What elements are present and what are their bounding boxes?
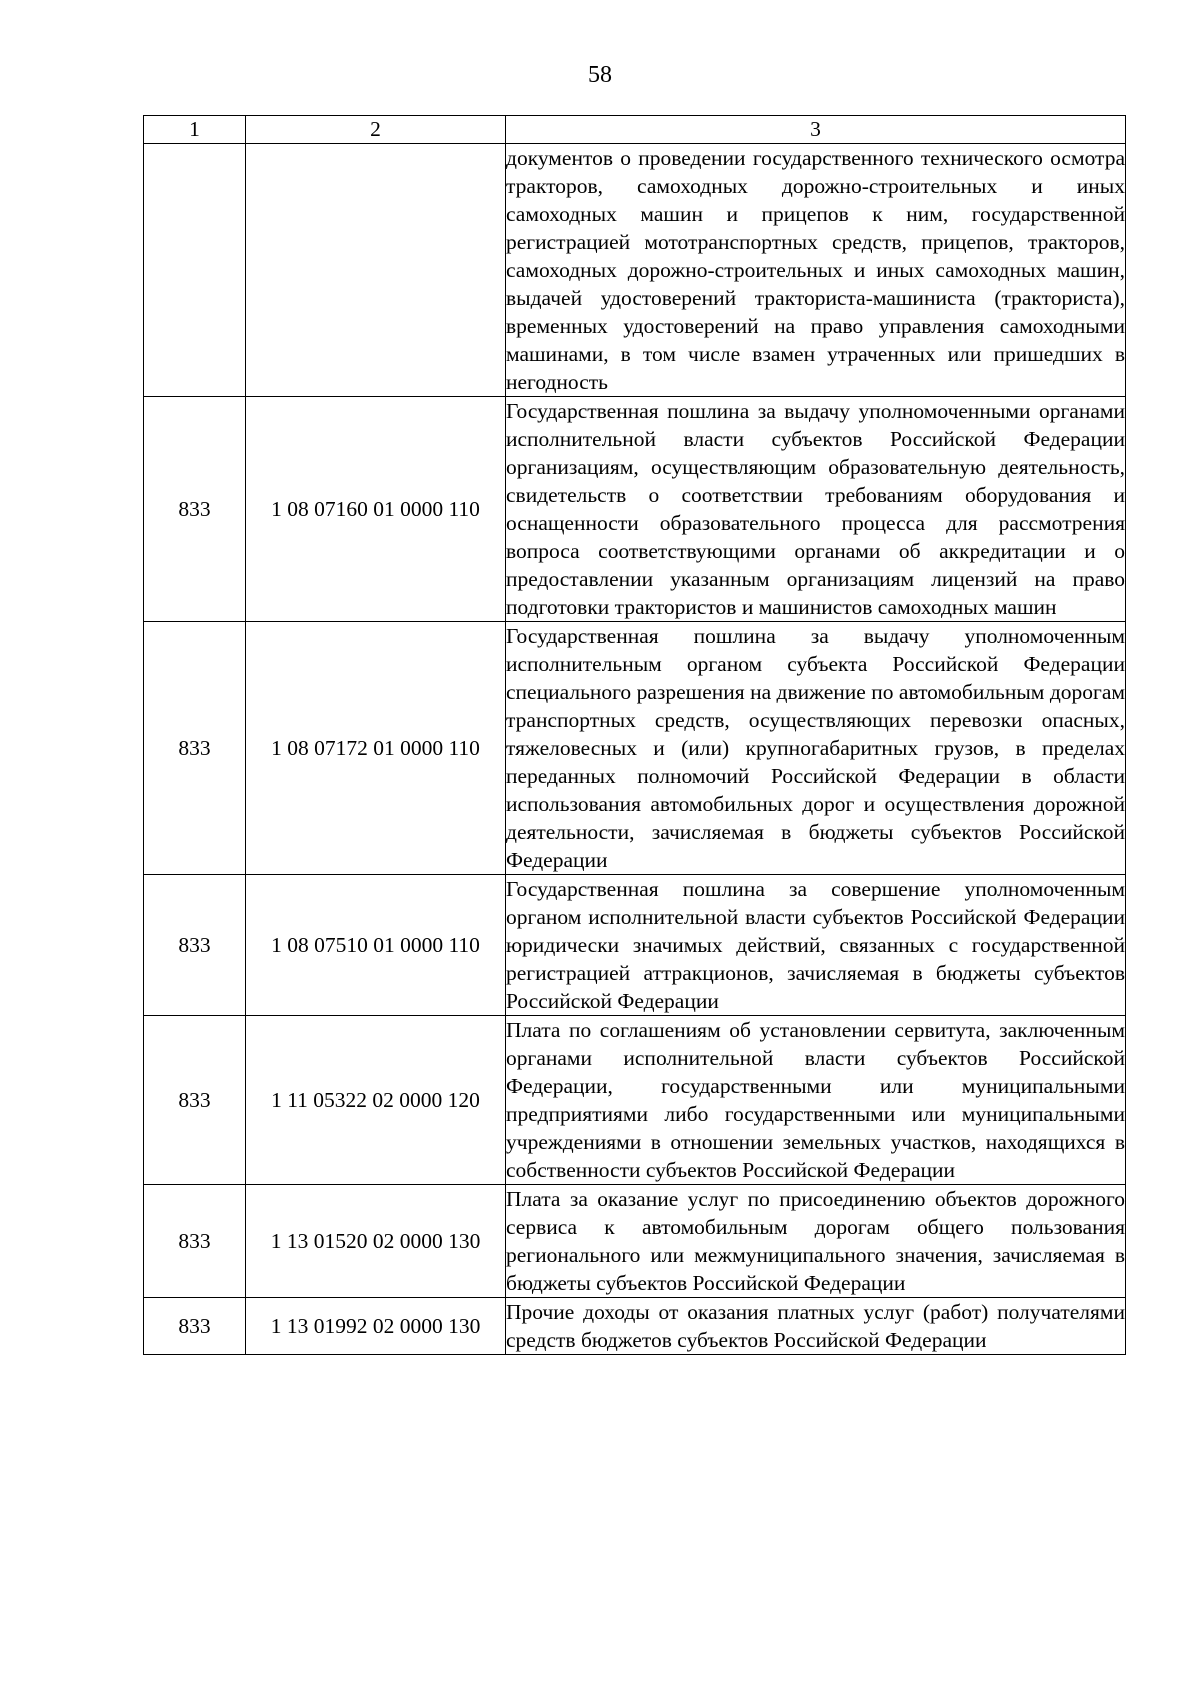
column-header-3: 3	[506, 116, 1126, 144]
column-header-2: 2	[246, 116, 506, 144]
budget-code-cell: 1 13 01520 02 0000 130	[246, 1185, 506, 1298]
admin-code-cell: 833	[144, 875, 246, 1016]
table-row	[144, 1298, 1126, 1355]
budget-code-cell: 1 08 07510 01 0000 110	[246, 875, 506, 1016]
admin-code-cell: 833	[144, 397, 246, 622]
admin-code-cell	[144, 144, 246, 397]
table-row	[144, 622, 1126, 875]
description-cell: Прочие доходы от оказания платных услуг (работ) получателями средств бюджетов субъектов Российской Федерации	[506, 1298, 1126, 1355]
table-row	[144, 1185, 1126, 1298]
admin-code-cell: 833	[144, 1016, 246, 1185]
column-header-1: 1	[144, 116, 246, 144]
description-cell: Государственная пошлина за выдачу уполномоченным исполнительным органом субъекта Российской Федерации специального разрешения на движение по автомобильным дорогам транспортных средств, осуществляющих перевозки опасных, тяжеловесных и (или) крупногабаритных грузов, в пределах переданных полномочий Российской Федерации в области использования автомобильных дорог и осуществления дорожной деятельности, зачисляемая в бюджеты субъектов Российской Федерации	[506, 622, 1126, 875]
admin-code-cell: 833	[144, 622, 246, 875]
table-row	[144, 397, 1126, 622]
description-cell: Государственная пошлина за выдачу уполномоченными органами исполнительной власти субъектов Российской Федерации организациям, осуществляющим образовательную деятельность, свидетельств о соответствии требованиям оборудования и оснащенности образовательного процесса для рассмотрения вопроса соответствующими органами об аккредитации и о предоставлении указанным организациям лицензий на право подготовки трактористов и машинистов самоходных машин	[506, 397, 1126, 622]
admin-code-cell: 833	[144, 1185, 246, 1298]
budget-code-cell: 1 11 05322 02 0000 120	[246, 1016, 506, 1185]
admin-code-cell: 833	[144, 1298, 246, 1355]
description-cell: документов о проведении государственного технического осмотра тракторов, самоходных дорожно-строительных и иных самоходных машин и прицепов к ним, государственной регистрацией мототранспортных средств, прицепов, тракторов, самоходных дорожно-строительных и иных самоходных машин, выдачей удостоверений тракториста-машиниста (тракториста), временных удостоверений на право управления самоходными машинами, в том числе взамен утраченных или пришедших в негодность	[506, 144, 1126, 397]
budget-code-cell	[246, 144, 506, 397]
table-header-row	[144, 116, 1126, 144]
description-cell: Плата по соглашениям об установлении сервитута, заключенным органами исполнительной власти субъектов Российской Федерации, государственными или муниципальными предприятиями либо государственными или муниципальными учреждениями в отношении земельных участков, находящихся в собственности субъектов Российской Федерации	[506, 1016, 1126, 1185]
table-row	[144, 875, 1126, 1016]
table-row	[144, 1016, 1126, 1185]
income-codes-table	[143, 115, 1126, 1355]
table-row	[144, 144, 1126, 397]
budget-code-cell: 1 08 07172 01 0000 110	[246, 622, 506, 875]
description-cell: Плата за оказание услуг по присоединению объектов дорожного сервиса к автомобильным дорогам общего пользования регионального или межмуниципального значения, зачисляемая в бюджеты субъектов Российской Федерации	[506, 1185, 1126, 1298]
page-number: 58	[588, 62, 612, 88]
budget-code-cell: 1 08 07160 01 0000 110	[246, 397, 506, 622]
description-cell: Государственная пошлина за совершение уполномоченным органом исполнительной власти субъектов Российской Федерации юридически значимых действий, связанных с государственной регистрацией аттракционов, зачисляемая в бюджеты субъектов Российской Федерации	[506, 875, 1126, 1016]
budget-code-cell: 1 13 01992 02 0000 130	[246, 1298, 506, 1355]
